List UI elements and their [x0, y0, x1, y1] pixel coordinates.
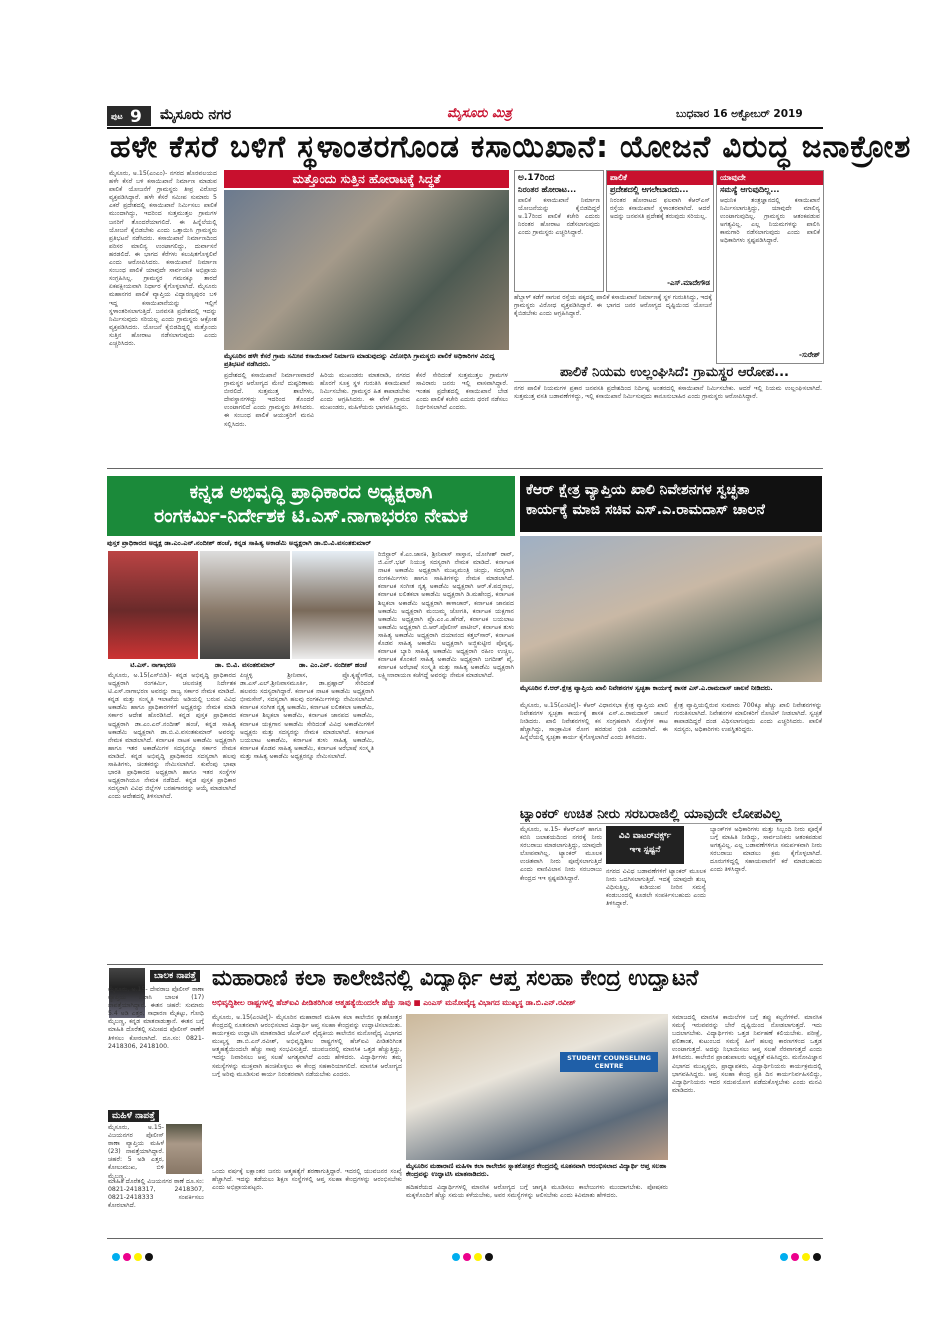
tanker-rule: [520, 823, 822, 824]
registration-marks-center: [452, 1246, 496, 1265]
lead-photo-tag: ಮತ್ತೊಂದು ಸುತ್ತಿನ ಹೋರಾಟಕ್ಕೆ ಸಿದ್ಧತೆ: [224, 170, 509, 188]
tanker-body-col3: ಬ್ಯಾಂಕ್‌ಗಳ ಅಧಿಕಾರಿಗಳು ಮತ್ತು ಸಿಬ್ಬಂದಿ ನೀರು ಪೂರೈಕೆ ಬಗ್ಗೆ ಮಾಹಿತಿ ನೀಡಿದ್ದು, ಸಾರ್ವಜನಿಕರು ಆತಂಕಪಡುವ ಅಗತ್ಯವಿಲ್ಲ. ಎಲ್ಲ ಬಡಾವಣೆಗಳಿಗೂ ಸಮರ್ಪಕವಾಗಿ ನೀರು ಸರಬರಾಜು ಮಾಡಲು ಕ್ರಮ ಕೈಗೊಳ್ಳಲಾಗಿದೆ. ದೂರುಗಳಿದ್ದಲ್ಲಿ ಸಹಾಯವಾಣಿಗೆ ಕರೆ ಮಾಡಬಹುದು ಎಂದು ತಿಳಿಸಿದ್ದಾರೆ.: [710, 826, 822, 874]
kere-headline-line1: ಕೆಆರ್ ಕ್ಷೇತ್ರ ವ್ಯಾಪ್ತಿಯ ಖಾಲಿ ನಿವೇಶನಗಳ ಸ್ವಚ್ಛತಾ: [526, 482, 750, 498]
sidebar-box-3: [716, 170, 824, 364]
sidebar-sig-1: -ಎಸ್.ಮಾದೇಗೌಡ: [667, 279, 710, 287]
kannada-headline-line1: ಕನ್ನಡ ಅಭಿವೃದ್ಧಿ ಪ್ರಾಧಿಕಾರದ ಅಧ್ಯಕ್ಷರಾಗಿ: [189, 481, 433, 503]
footer-rule: [107, 1238, 823, 1239]
maharani-sub: ಅಭಿವೃದ್ಧಿಶೀಲ ರಾಷ್ಟ್ರಗಳಲ್ಲಿ ಹೆಚ್‌ಐವಿ ಪೀಡಿತರಿಗಿಂತ ಆತ್ಮಹತ್ಯೆಯಿಂದಲೇ ಹೆಚ್ಚು ಸಾವು ■ ಎಂಎಸ್ ಮನೋವೈದ್ಯ ವಿಭಾಗದ ಮುಖ್ಯಸ್ಥ ಡಾ.ಬಿ.ಎನ್.ರವೀಶ್: [212, 998, 576, 1007]
sidebar-box-2: [606, 170, 714, 292]
reg-mark-yellow: [802, 1253, 810, 1261]
palike-headline: ಪಾಲಿಕೆ ನಿಯಮ ಉಲ್ಲಂಘಿಸಿದೆ: ಗ್ರಾಮಸ್ಥರ ಆರೋಪ...: [560, 365, 789, 380]
lead-headline: ಹಳೇ ಕೆಸರೆ ಬಳಿಗೆ ಸ್ಥಳಾಂತರಗೊಂಡ ಕಸಾಯಿಖಾನೆ: ಯೋಜನೆ ವಿರುದ್ಧ ಜನಾಕ್ರೋಶ: [110, 129, 912, 165]
sidebar-box-1-text: ಪಾಲಿಕೆ ಕಸಾಯಿಖಾನೆ ನಿರ್ಮಾಣ ಯೋಜನೆಯನ್ನು ಕೈಬಿಡದಿದ್ದರೆ ಅ.17ರಿಂದ ಪಾಲಿಕೆ ಕಚೇರಿ ಎದುರು ನಿರಂತರ ಹೋರಾಟ ನಡೆಸಲಾಗುವುದು ಎಂದು ಗ್ರಾಮಸ್ಥರು ಎಚ್ಚರಿಸಿದ್ದಾರೆ.: [518, 197, 600, 237]
reg-mark-magenta: [791, 1253, 799, 1261]
kere-photo: [520, 536, 822, 682]
kannada-body-col1: ಮೈಸೂರು, ಅ.15(ಎಸ್‌ಬಿಡಿ)- ಕನ್ನಡ ಅಭಿವೃದ್ಧಿ ಪ್ರಾಧಿಕಾರದ ಅಧ್ಯಕ್ಷರಾಗಿ ರಂಗಕರ್ಮಿ, ಚಲನಚಿತ್ರ ನಿರ್ದೇಶಕ ಟಿ.ಎಸ್.ನಾಗಾಭರಣ ಅವರನ್ನು ರಾಜ್ಯ ಸರ್ಕಾರ ನೇಮಕ ಮಾಡಿದೆ. ಕನ್ನಡ ಮತ್ತು ಸಂಸ್ಕೃತಿ ಇಲಾಖೆಯ ಅಡಿಯಲ್ಲಿ ಬರುವ ವಿವಿಧ ಅಕಾಡೆಮಿ ಹಾಗೂ ಪ್ರಾಧಿಕಾರಗಳಿಗೆ ಅಧ್ಯಕ್ಷರನ್ನು ನೇಮಕ ಮಾಡಿ ಸರ್ಕಾರ ಆದೇಶ ಹೊರಡಿಸಿದೆ. ಕನ್ನಡ ಪುಸ್ತಕ ಪ್ರಾಧಿಕಾರದ ಅಧ್ಯಕ್ಷರಾಗಿ ಡಾ.ಎಂ.ಎನ್.ನಂದೀಶ್ ಹಂಚೆ, ಕನ್ನಡ ಸಾಹಿತ್ಯ ಅಕಾಡೆಮಿ ಅಧ್ಯಕ್ಷರಾಗಿ ಡಾ.ಬಿ.ವಿ.ವಸಂತಕುಮಾರ್ ಅವರನ್ನು ನೇಮಕ ಮಾಡಲಾಗಿದೆ. ಕರ್ನಾಟಕ ನಾಟಕ ಅಕಾಡೆಮಿ ಅಧ್ಯಕ್ಷರಾಗಿ ಹಾಗೂ ಇತರ ಅಕಾಡೆಮಿಗಳ ಸದಸ್ಯರನ್ನೂ ಸರ್ಕಾರ ನೇಮಕ ಮಾಡಿದೆ. ಕನ್ನಡ ಅಭಿವೃದ್ಧಿ ಪ್ರಾಧಿಕಾರದ ಸದಸ್ಯರಾಗಿ ಹಲವು ಸಾಹಿತಿಗಳು, ಚಿಂತಕರನ್ನು ನೇಮಿಸಲಾಗಿದೆ. ಕುವೆಂಪು ಭಾಷಾ ಭಾರತಿ ಪ್ರಾಧಿಕಾರದ ಅಧ್ಯಕ್ಷರಾಗಿ ಹಾಗೂ ಇತರ ಸಂಸ್ಥೆಗಳ ಅಧ್ಯಕ್ಷರಾಗಿಯೂ ನೇಮಕ ನಡೆದಿದೆ. ಕನ್ನಡ ಪುಸ್ತಕ ಪ್ರಾಧಿಕಾರ ಸದಸ್ಯರಾಗಿ ವಿವಿಧ ಜಿಲ್ಲೆಗಳ ಬರಹಗಾರರನ್ನು ಆಯ್ಕೆ ಮಾಡಲಾಗಿದೆ ಎಂದು ಆದೇಶದಲ್ಲಿ ತಿಳಿಸಲಾಗಿದೆ.: [108, 672, 236, 801]
lead-photo-caption: ಮೈಸೂರಿನ ಹಳೇ ಕೆಸರೆ ಗ್ರಾಮ ಸಮೀಪ ಕಸಾಯಿಖಾನೆ ನಿರ್ಮಾಣ ಮಾಡುವುದನ್ನು ವಿರೋಧಿಸಿ ಗ್ರಾಮಸ್ಥರು ಪಾಲಿಕೆ ಅಧಿಕಾರಿಗಳ ವಿರುದ್ಧ ಪ್ರತಿಭಟನೆ ನಡೆಸಿದರು.: [224, 352, 495, 368]
maharani-headline: ಮಹಾರಾಣಿ ಕಲಾ ಕಾಲೇಜಿನಲ್ಲಿ ವಿದ್ಯಾರ್ಥಿ ಆಪ್ತ ಸಲಹಾ ಕೇಂದ್ರ ಉದ್ಘಾಟನೆ: [212, 966, 699, 991]
maharani-body-col4: ಹದಿಹರೆಯದ ವಿದ್ಯಾರ್ಥಿಗಳಲ್ಲಿ ಮಾನಸಿಕ ಆರೋಗ್ಯದ ಬಗ್ಗೆ ಜಾಗೃತಿ ಮೂಡಿಸಲು ಕಾಲೇಜುಗಳು ಮುಂದಾಗಬೇಕು. ಪೋಷಕರು ಮಕ್ಕಳೊಂದಿಗೆ ಹೆಚ್ಚು ಸಮಯ ಕಳೆಯಬೇಕು, ಅವರ ಸಮಸ್ಯೆಗಳನ್ನು ಆಲಿಸಬೇಕು ಎಂದು ಕಿವಿಮಾತು ಹೇಳಿದರು.: [406, 1184, 668, 1200]
balaka-title: ಬಾಲಕ ನಾಪತ್ತೆ: [150, 970, 200, 982]
registration-marks-right: [780, 1246, 824, 1265]
sidebar-sig-2: -ಸುರೇಶ್: [799, 351, 820, 359]
sidebar-box-2-sub: ಪ್ರದೇಶದಲ್ಲಿ ಆಗಲೇಬಾರದು...: [610, 185, 689, 194]
kannada-headline-box: [107, 476, 515, 536]
registration-marks-left: [112, 1246, 156, 1265]
maharani-body-col1: ಮೈಸೂರು, ಅ.15(ಎಂಟಿವೈ)- ಮೈಸೂರಿನ ಮಹಾರಾಣಿ ಮಹಿಳಾ ಕಲಾ ಕಾಲೇಜಿನ ಸ್ನಾತಕೋತ್ತರ ಕೇಂದ್ರದಲ್ಲಿ ನೂತನವಾಗಿ ಆರಂಭಿಸಲಾದ ವಿದ್ಯಾರ್ಥಿ ಆಪ್ತ ಸಲಹಾ ಕೇಂದ್ರವನ್ನು ಉದ್ಘಾಟಿಸಲಾಯಿತು. ಕಾರ್ಯಕ್ರಮ ಉದ್ಘಾಟಿಸಿ ಮಾತನಾಡಿದ ಜೆಎಸ್‌ಎಸ್ ವೈದ್ಯಕೀಯ ಕಾಲೇಜಿನ ಮನೋವೈದ್ಯ ವಿಭಾಗದ ಮುಖ್ಯಸ್ಥ ಡಾ.ಬಿ.ಎನ್.ರವೀಶ್, ಅಭಿವೃದ್ಧಿಶೀಲ ರಾಷ್ಟ್ರಗಳಲ್ಲಿ ಹೆಚ್‌ಐವಿ ಪೀಡಿತರಿಗಿಂತ ಆತ್ಮಹತ್ಯೆಯಿಂದಲೇ ಹೆಚ್ಚು ಸಾವು ಸಂಭವಿಸುತ್ತಿದೆ. ಯುವಜನರಲ್ಲಿ ಮಾನಸಿಕ ಒತ್ತಡ ಹೆಚ್ಚುತ್ತಿದ್ದು, ಇದನ್ನು ನಿವಾರಿಸಲು ಆಪ್ತ ಸಲಹೆ ಅಗತ್ಯವಾಗಿದೆ ಎಂದು ಹೇಳಿದರು. ವಿದ್ಯಾರ್ಥಿಗಳು ತಮ್ಮ ಸಮಸ್ಯೆಗಳನ್ನು ಮುಕ್ತವಾಗಿ ಹಂಚಿಕೊಳ್ಳಲು ಈ ಕೇಂದ್ರ ಸಹಕಾರಿಯಾಗಲಿದೆ. ಮಾನಸಿಕ ಆರೋಗ್ಯದ ಬಗ್ಗೆ ಅರಿವು ಮೂಡಿಸುವ ಕಾರ್ಯ ನಿರಂತರವಾಗಿ ನಡೆಯಬೇಕು ಎಂದರು.: [212, 1014, 402, 1078]
caption-vasanthkumar: ಡಾ. ಬಿ.ವಿ. ವಸಂತಕುಮಾರ್: [215, 661, 275, 669]
reg-mark-magenta: [123, 1253, 131, 1261]
reg-mark-yellow: [474, 1253, 482, 1261]
maharani-caption: ಮೈಸೂರಿನ ಮಹಾರಾಣಿ ಮಹಿಳಾ ಕಲಾ ಕಾಲೇಜಿನ ಸ್ನಾತಕೋತ್ತರ ಕೇಂದ್ರದಲ್ಲಿ ನೂತನವಾಗಿ ಆರಂಭಿಸಲಾದ ವಿದ್ಯಾರ್ಥಿ ಆಪ್ತ ಸಲಹಾ ಕೇಂದ್ರವನ್ನು ಉದ್ಘಾಟಿಸಿ ಮಾತನಾಡಿದರು.: [406, 1162, 667, 1178]
kere-body-col2: ಕ್ಷೇತ್ರ ವ್ಯಾಪ್ತಿಯಲ್ಲಿರುವ ಸುಮಾರು 700ಕ್ಕೂ ಹೆಚ್ಚು ಖಾಲಿ ನಿವೇಶನಗಳನ್ನು ಗುರುತಿಸಲಾಗಿದೆ. ನಿವೇಶನಗಳ ಮಾಲೀಕರಿಗೆ ನೋಟಿಸ್ ನೀಡಲಾಗಿದೆ. ಸ್ವಚ್ಛತೆ ಕಾಪಾಡದಿದ್ದರೆ ದಂಡ ವಿಧಿಸಲಾಗುವುದು ಎಂದು ಎಚ್ಚರಿಸಿದರು. ಪಾಲಿಕೆ ಸದಸ್ಯರು, ಅಧಿಕಾರಿಗಳು ಉಪಸ್ಥಿತರಿದ್ದರು.: [674, 702, 822, 734]
issue-date: ಬುಧವಾರ 16 ಅಕ್ಟೋಬರ್ 2019: [676, 108, 803, 120]
lead-body-col3: ಹಿರಿಯ ಮುಖಂಡರು ಮಾತನಾಡಿ, ನಗರದ ಹೊರಗೆ ಸೂಕ್ತ ಸ್ಥಳ ಗುರುತಿಸಿ ಕಸಾಯಿಖಾನೆ ನಿರ್ಮಿಸಬೇಕು. ಗ್ರಾಮಸ್ಥರ ಹಿತ ಕಾಪಾಡಬೇಕು ಎಂದು ಆಗ್ರಹಿಸಿದರು. ಈ ವೇಳೆ ಗ್ರಾಮದ ಮುಖಂಡರು, ಮಹಿಳೆಯರು ಭಾಗವಹಿಸಿದ್ದರು.: [320, 372, 410, 412]
kannada-body-col2: ಪಿಚ್ಚಳ್ಳಿ ಶ್ರೀನಿವಾಸ, ಪ್ರೊ.ಕೃಷ್ಣೇಗೌಡ, ಡಾ.ಎಸ್.ಎಲ್.ಶ್ರೀನಿವಾಸಮೂರ್ತಿ, ಡಾ.ಪ್ರಹ್ಲಾದ್ ಸೇರಿದಂತೆ ಹಲವರು ಸದಸ್ಯರಾಗಿದ್ದಾರೆ. ಕರ್ನಾಟಕ ನಾಟಕ ಅಕಾಡೆಮಿ ಅಧ್ಯಕ್ಷರಾಗಿ ಭೀಮಸೇನ್, ಸದಸ್ಯರಾಗಿ ಹಲವು ರಂಗಕರ್ಮಿಗಳನ್ನು ನೇಮಿಸಲಾಗಿದೆ. ಕರ್ನಾಟಕ ಸಂಗೀತ ನೃತ್ಯ ಅಕಾಡೆಮಿ, ಕರ್ನಾಟಕ ಲಲಿತಕಲಾ ಅಕಾಡೆಮಿ, ಕರ್ನಾಟಕ ಶಿಲ್ಪಕಲಾ ಅಕಾಡೆಮಿ, ಕರ್ನಾಟಕ ಜಾನಪದ ಅಕಾಡೆಮಿ, ಕರ್ನಾಟಕ ಯಕ್ಷಗಾನ ಅಕಾಡೆಮಿ ಸೇರಿದಂತೆ ವಿವಿಧ ಅಕಾಡೆಮಿಗಳಿಗೆ ಅಧ್ಯಕ್ಷರು ಮತ್ತು ಸದಸ್ಯರನ್ನು ನೇಮಕ ಮಾಡಲಾಗಿದೆ. ಕರ್ನಾಟಕ ಬಯಲಾಟ ಅಕಾಡೆಮಿ, ಕರ್ನಾಟಕ ತುಳು ಸಾಹಿತ್ಯ ಅಕಾಡೆಮಿ, ಕರ್ನಾಟಕ ಕೊಡವ ಸಾಹಿತ್ಯ ಅಕಾಡೆಮಿ, ಕರ್ನಾಟಕ ಅರೆಭಾಷೆ ಸಂಸ್ಕೃತಿ ಮತ್ತು ಸಾಹಿತ್ಯ ಅಕಾಡೆಮಿ ಅಧ್ಯಕ್ಷರನ್ನೂ ನೇಮಿಸಲಾಗಿದೆ.: [240, 672, 374, 760]
section-name: ಮೈಸೂರು ನಗರ: [160, 107, 232, 123]
kannada-subhead: ಪುಸ್ತಕ ಪ್ರಾಧಿಕಾರದ ಅಧ್ಯಕ್ಷ ಡಾ.ಎಂ.ಎನ್.ನಂದೀಶ್ ಹಂಚೆ, ಕನ್ನಡ ಸಾಹಿತ್ಯ ಅಕಾಡೆಮಿ ಅಧ್ಯಕ್ಷರಾಗಿ ಡಾ.ಬಿ.ವಿ.ವಸಂತಕುಮಾರ್: [107, 539, 372, 547]
kannada-body-col3: ರಿಜಿಸ್ಟ್ರಾರ್ ಕೆ.ಎಂ.ಜಾನಕಿ, ಶ್ರೀನಿವಾಸ್ ಸಾಸ್ತಾನ, ಯೋಗೀಶ್ ರಾವ್, ಜಿ.ಎನ್.ಭಟ್ ನಿಯುಕ್ತ ಸದಸ್ಯರಾಗಿ ನೇಮಕ ಮಾಡಿದೆ. ಕರ್ನಾಟಕ ನಾಟಕ ಅಕಾಡೆಮಿ ಅಧ್ಯಕ್ಷರಾಗಿ ಮುಖ್ಯಮಂತ್ರಿ ಚಂದ್ರು, ಸದಸ್ಯರಾಗಿ ರಂಗಕರ್ಮಿಗಳು ಹಾಗೂ ಸಾಹಿತಿಗಳನ್ನು ನೇಮಕ ಮಾಡಲಾಗಿದೆ. ಕರ್ನಾಟಕ ಸಂಗೀತ ನೃತ್ಯ ಅಕಾಡೆಮಿ ಅಧ್ಯಕ್ಷರಾಗಿ ಆರ್.ಕೆ.ಪದ್ಮನಾಭ, ಕರ್ನಾಟಕ ಲಲಿತಕಲಾ ಅಕಾಡೆಮಿ ಅಧ್ಯಕ್ಷರಾಗಿ ಡಿ.ಮಹೇಂದ್ರ, ಕರ್ನಾಟಕ ಶಿಲ್ಪಕಲಾ ಅಕಾಡೆಮಿ ಅಧ್ಯಕ್ಷರಾಗಿ ಕಾಳಾಚಾರ್, ಕರ್ನಾಟಕ ಜಾನಪದ ಅಕಾಡೆಮಿ ಅಧ್ಯಕ್ಷರಾಗಿ ಮಂಜಮ್ಮ ಜೋಗತಿ, ಕರ್ನಾಟಕ ಯಕ್ಷಗಾನ ಅಕಾಡೆಮಿ ಅಧ್ಯಕ್ಷರಾಗಿ ಪ್ರೊ.ಎಂ.ಎ.ಹೆಗಡೆ, ಕರ್ನಾಟಕ ಬಯಲಾಟ ಅಕಾಡೆಮಿ ಅಧ್ಯಕ್ಷರಾಗಿ ಬಿ.ಆರ್.ಪೊಲೀಸ್ ಪಾಟೀಲ್, ಕರ್ನಾಟಕ ತುಳು ಸಾಹಿತ್ಯ ಅಕಾಡೆಮಿ ಅಧ್ಯಕ್ಷರಾಗಿ ದಯಾನಂದ ಕತ್ತಲ್‌ಸಾರ್, ಕರ್ನಾಟಕ ಕೊಡವ ಸಾಹಿತ್ಯ ಅಕಾಡೆಮಿ ಅಧ್ಯಕ್ಷರಾಗಿ ಅಜ್ಜಿಕುಟ್ಟೀರ ಪೊನ್ನಪ್ಪ, ಕರ್ನಾಟಕ ಬ್ಯಾರಿ ಸಾಹಿತ್ಯ ಅಕಾಡೆಮಿ ಅಧ್ಯಕ್ಷರಾಗಿ ರಹೀಂ ಉಚ್ಚಿಲ, ಕರ್ನಾಟಕ ಕೊಂಕಣಿ ಸಾಹಿತ್ಯ ಅಕಾಡೆಮಿ ಅಧ್ಯಕ್ಷರಾಗಿ ಜಗದೀಶ್ ಪೈ, ಕರ್ನಾಟಕ ಅರೆಭಾಷೆ ಸಂಸ್ಕೃತಿ ಮತ್ತು ಸಾಹಿತ್ಯ ಅಕಾಡೆಮಿ ಅಧ್ಯಕ್ಷರಾಗಿ ಲಕ್ಷ್ಮೀನಾರಾಯಣ ಕಜೆಗದ್ದೆ ಅವರನ್ನು ನೇಮಕ ಮಾಡಲಾಗಿದೆ.: [378, 551, 514, 680]
caption-nandeesh: ಡಾ. ಎಂ.ಎನ್. ನಂದೀಶ್ ಹಂಚೆ: [299, 661, 367, 669]
mahile-title: ಮಹಿಳೆ ನಾಪತ್ತೆ: [108, 1110, 159, 1122]
balaka-body: ಮೈಸೂರು, ಅ.15- ದೇವರಾಜ ಪೊಲೀಸ್ ಠಾಣಾ ವ್ಯಾಪ್ತಿಯ ನಿವಾಸಿ ಬಾಲಕ (17) ನಾಪತ್ತೆಯಾಗಿದ್ದಾನೆ. ಈತನ ಚಹರೆ: ಸುಮಾರು 5.4 ಅಡಿ ಎತ್ತರ, ಸಾಧಾರಣ ಮೈಕಟ್ಟು, ಗೋಧಿ ಮೈಬಣ್ಣ, ಕನ್ನಡ ಮಾತನಾಡುತ್ತಾನೆ. ಈತನ ಬಗ್ಗೆ ಮಾಹಿತಿ ದೊರೆತಲ್ಲಿ ಸಮೀಪದ ಪೊಲೀಸ್ ಠಾಣೆಗೆ ತಿಳಿಸಲು ಕೋರಲಾಗಿದೆ. ದೂ.ಸಂ: 0821-2418306, 2418100.: [108, 986, 204, 1050]
kere-caption: ಮೈಸೂರಿನ ಕೆ.ಆರ್.ಕ್ಷೇತ್ರ ವ್ಯಾಪ್ತಿಯ ಖಾಲಿ ನಿವೇಶನಗಳ ಸ್ವಚ್ಛತಾ ಕಾರ್ಯಕ್ಕೆ ಶಾಸಕ ಎಸ್.ಎ.ರಾಮದಾಸ್ ಚಾಲನೆ ನೀಡಿದರು.: [520, 684, 773, 692]
page-label: ಪುಟ: [111, 112, 123, 121]
photo-vasanthkumar: [200, 551, 290, 659]
page-number: 9: [130, 107, 142, 127]
photo-missing-woman: [166, 1124, 202, 1174]
sidebar-lower-text: ಹೆಬ್ಬಾಳ್ ಕಡೆಗೆ ಸಾಗುವ ರಸ್ತೆಯ ಪಕ್ಕದಲ್ಲಿ ಪಾಲಿಕೆ ಕಸಾಯಿಖಾನೆ ನಿರ್ಮಾಣಕ್ಕೆ ಸ್ಥಳ ಗುರುತಿಸಿದ್ದು, ಇದಕ್ಕೆ ಗ್ರಾಮಸ್ಥರು ವಿರೋಧ ವ್ಯಕ್ತಪಡಿಸಿದ್ದಾರೆ. ಈ ಭಾಗದ ಜನರ ಆರೋಗ್ಯದ ದೃಷ್ಟಿಯಿಂದ ಯೋಜನೆ ಕೈಬಿಡಬೇಕು ಎಂದು ಆಗ್ರಹಿಸಿದ್ದಾರೆ.: [514, 294, 712, 318]
tanker-body-col2: ನಗರದ ವಿವಿಧ ಬಡಾವಣೆಗಳಿಗೆ ಟ್ಯಾಂಕರ್ ಮೂಲಕ ನೀರು ಒದಗಿಸಲಾಗುತ್ತಿದೆ. ಇದಕ್ಕೆ ಯಾವುದೇ ಶುಲ್ಕ ವಿಧಿಸುತ್ತಿಲ್ಲ. ಕುಡಿಯುವ ನೀರಿನ ಸಮಸ್ಯೆ ಕಂಡುಬಂದಲ್ಲಿ ಕೂಡಲೇ ಸಂಪರ್ಕಿಸಬಹುದು ಎಂದು ತಿಳಿಸಿದ್ದಾರೆ.: [606, 868, 706, 908]
reg-mark-black: [485, 1253, 493, 1261]
lead-body-col2: ಪ್ರದೇಶದಲ್ಲಿ ಕಸಾಯಿಖಾನೆ ನಿರ್ಮಾಣವಾದರೆ ಗ್ರಾಮಸ್ಥರ ಆರೋಗ್ಯದ ಮೇಲೆ ದುಷ್ಪರಿಣಾಮ ಬೀರಲಿದೆ. ಸುತ್ತಮುತ್ತ ಶಾಲೆಗಳು, ದೇವಸ್ಥಾನಗಳಿದ್ದು ಇದರಿಂದ ತೊಂದರೆ ಉಂಟಾಗಲಿದೆ ಎಂದು ಗ್ರಾಮಸ್ಥರು ತಿಳಿಸಿದರು. ಈ ಸಂಬಂಧ ಪಾಲಿಕೆ ಆಯುಕ್ತರಿಗೆ ಮನವಿ ಸಲ್ಲಿಸಿದರು.: [224, 372, 314, 428]
mahile-body-2: ಮಾಹಿತಿ ದೊರೆತಲ್ಲಿ ವಿಜಯನಗರ ಠಾಣೆ ದೂ.ಸಂ: 0821-2418317, 2418307, 0821-2418333 ಸಂಪರ್ಕಿಸಲು ಕೋರಲಾಗಿದೆ.: [108, 1178, 204, 1210]
maharani-body-col3: ಒಂದು ವರ್ಷಕ್ಕೆ ಲಕ್ಷಾಂತರ ಜನರು ಆತ್ಮಹತ್ಯೆಗೆ ಶರಣಾಗುತ್ತಿದ್ದಾರೆ. ಇದರಲ್ಲಿ ಯುವಜನರ ಸಂಖ್ಯೆ ಹೆಚ್ಚಾಗಿದೆ. ಇದನ್ನು ತಡೆಯಲು ಶಿಕ್ಷಣ ಸಂಸ್ಥೆಗಳಲ್ಲಿ ಆಪ್ತ ಸಲಹಾ ಕೇಂದ್ರಗಳನ್ನು ಆರಂಭಿಸಬೇಕು ಎಂದು ಅಭಿಪ್ರಾಯಪಟ್ಟರು.: [212, 1168, 402, 1192]
maharani-banner: STUDENT COUNSELING CENTRE: [560, 1052, 658, 1072]
tanker-headline: ಟ್ಯಾಂಕರ್ ಉಚಿತ ನೀರು ಸರಬರಾಜಿಲ್ಲಿ ಯಾವುದೇ ಲೋಪವಿಲ್ಲ: [520, 806, 782, 822]
paper-logo: ಮೈಸೂರು ಮಿತ್ರ: [447, 106, 512, 121]
reg-mark-magenta: [463, 1253, 471, 1261]
mahile-body: ಮೈಸೂರು, ಅ.15- ವಿಜಯನಗರ ಪೊಲೀಸ್ ಠಾಣಾ ವ್ಯಾಪ್ತಿಯ ಮಹಿಳೆ (23) ನಾಪತ್ತೆಯಾಗಿದ್ದಾರೆ. ಚಹರೆ: 5 ಅಡಿ ಎತ್ತರ, ಕೋಲುಮುಖ, ಬಿಳಿ ಮೈಬಣ್ಣ.: [108, 1124, 164, 1180]
sidebar-box-2-text: ನಿರಂತರ ಹೋರಾಟದ ಫಲವಾಗಿ ಕೆಆರ್‌ಎಸ್ ರಸ್ತೆಯ ಕಸಾಯಿಖಾನೆ ಸ್ಥಳಾಂತರವಾಗಿದೆ. ಆದರೆ ಅದನ್ನು ಜನವಸತಿ ಪ್ರದೇಶಕ್ಕೆ ತರುವುದು ಸರಿಯಲ್ಲ.: [610, 197, 710, 221]
sidebar-box-2-title: ಪಾಲಿಕೆ: [607, 171, 713, 185]
reg-mark-black: [145, 1253, 153, 1261]
caption-nagabharana: ಟಿ.ಎಸ್. ನಾಗಾಭರಣ: [130, 661, 176, 669]
reg-mark-cyan: [452, 1253, 460, 1261]
sidebar-box-1-sub: ನಿರಂತರ ಹೋರಾಟ...: [518, 185, 577, 194]
sidebar-box-1-title: ಅ.17ರಿಂದ: [518, 173, 555, 183]
palike-body: ನಗರ ಪಾಲಿಕೆ ನಿಯಮಗಳ ಪ್ರಕಾರ ಜನವಸತಿ ಪ್ರದೇಶದಿಂದ ನಿರ್ದಿಷ್ಟ ಅಂತರದಲ್ಲಿ ಕಸಾಯಿಖಾನೆ ನಿರ್ಮಿಸಬೇಕು. ಆದರೆ ಇಲ್ಲಿ ನಿಯಮ ಉಲ್ಲಂಘಿಸಲಾಗಿದೆ. ಸುತ್ತಮುತ್ತ ವಸತಿ ಬಡಾವಣೆಗಳಿದ್ದು, ಇಲ್ಲಿ ಕಸಾಯಿಖಾನೆ ನಿರ್ಮಿಸುವುದು ಕಾನೂನುಬಾಹಿರ ಎಂದು ಗ್ರಾಮಸ್ಥರು ಆರೋಪಿಸಿದ್ದಾರೆ.: [514, 385, 822, 401]
tanker-tag-box: [606, 826, 684, 864]
reg-mark-cyan: [112, 1253, 120, 1261]
reg-mark-cyan: [780, 1253, 788, 1261]
lead-body-col1: ಮೈಸೂರು, ಅ.15(ಎಂಎಂ)- ನಗರದ ಹೊರವಲಯದ ಹಳೇ ಕೆಸರೆ ಬಳಿ ಕಸಾಯಿಖಾನೆ ನಿರ್ಮಾಣ ಮಾಡುವ ಪಾಲಿಕೆ ಯೋಜನೆಗೆ ಗ್ರಾಮಸ್ಥರು ತೀವ್ರ ವಿರೋಧ ವ್ಯಕ್ತಪಡಿಸಿದ್ದಾರೆ. ಹಳೇ ಕೆಸರೆ ಸಮೀಪ ಸುಮಾರು 5 ಎಕರೆ ಪ್ರದೇಶದಲ್ಲಿ ಕಸಾಯಿಖಾನೆ ನಿರ್ಮಿಸಲು ಪಾಲಿಕೆ ಮುಂದಾಗಿದ್ದು, ಇದರಿಂದ ಸುತ್ತಮುತ್ತಲ ಗ್ರಾಮಗಳ ಜನರಿಗೆ ತೊಂದರೆಯಾಗಲಿದೆ. ಈ ಹಿನ್ನೆಲೆಯಲ್ಲಿ ಯೋಜನೆ ಕೈಬಿಡಬೇಕು ಎಂದು ಒತ್ತಾಯಿಸಿ ಗ್ರಾಮಸ್ಥರು ಪ್ರತಿಭಟನೆ ನಡೆಸಿದರು. ಕಸಾಯಿಖಾನೆ ನಿರ್ಮಾಣದಿಂದ ಪರಿಸರ ಮಾಲಿನ್ಯ ಉಂಟಾಗಲಿದ್ದು, ದುರ್ವಾಸನೆ ಹರಡಲಿದೆ. ಈ ಭಾಗದ ಕೆರೆಗಳು ಕಲುಷಿತಗೊಳ್ಳಲಿವೆ ಎಂದು ಆರೋಪಿಸಿದರು. ಕಸಾಯಿಖಾನೆ ನಿರ್ಮಾಣ ಸಂಬಂಧ ಪಾಲಿಕೆ ಯಾವುದೇ ಸಾರ್ವಜನಿಕ ಅಭಿಪ್ರಾಯ ಸಂಗ್ರಹಿಸಿಲ್ಲ. ಗ್ರಾಮಸ್ಥರ ಗಮನಕ್ಕೂ ತಾರದೆ ಏಕಪಕ್ಷೀಯವಾಗಿ ನಿರ್ಧಾರ ಕೈಗೊಳ್ಳಲಾಗಿದೆ. ಮೈಸೂರು ಮಹಾನಗರ ಪಾಲಿಕೆ ವ್ಯಾಪ್ತಿಯ ವಿದ್ಯಾರಣ್ಯಪುರಂ ಬಳಿ ಇದ್ದ ಕಸಾಯಿಖಾನೆಯನ್ನು ಇಲ್ಲಿಗೆ ಸ್ಥಳಾಂತರಿಸಲಾಗುತ್ತಿದೆ. ಜನವಸತಿ ಪ್ರದೇಶದಲ್ಲಿ ಇದನ್ನು ನಿರ್ಮಿಸುವುದು ಸರಿಯಲ್ಲ ಎಂದು ಗ್ರಾಮಸ್ಥರು ಆಕ್ರೋಶ ವ್ಯಕ್ತಪಡಿಸಿದರು. ಯೋಜನೆ ಕೈಬಿಡದಿದ್ದಲ್ಲಿ ಮತ್ತೊಂದು ಸುತ್ತಿನ ಹೋರಾಟ ನಡೆಸಲಾಗುವುದು ಎಂದು ಎಚ್ಚರಿಸಿದರು.: [109, 170, 217, 347]
maharani-body-col2: ಸಮಾಜದಲ್ಲಿ ಮಾನಸಿಕ ಕಾಯಿಲೆಗಳ ಬಗ್ಗೆ ತಪ್ಪು ಕಲ್ಪನೆಗಳಿವೆ. ಮಾನಸಿಕ ಸಮಸ್ಯೆ ಇರುವವರನ್ನು ಬೇರೆ ದೃಷ್ಟಿಯಿಂದ ನೋಡಲಾಗುತ್ತದೆ. ಇದು ಬದಲಾಗಬೇಕು. ವಿದ್ಯಾರ್ಥಿಗಳು ಒತ್ತಡ ನಿರ್ವಹಣೆ ಕಲಿಯಬೇಕು. ಪರೀಕ್ಷೆ, ಫಲಿತಾಂಶ, ಕುಟುಂಬದ ಸಮಸ್ಯೆ ಹೀಗೆ ಹಲವು ಕಾರಣಗಳಿಂದ ಒತ್ತಡ ಉಂಟಾಗುತ್ತದೆ. ಅದನ್ನು ನಿಭಾಯಿಸಲು ಆಪ್ತ ಸಲಹೆ ನೆರವಾಗುತ್ತದೆ ಎಂದು ತಿಳಿಸಿದರು. ಕಾಲೇಜಿನ ಪ್ರಾಂಶುಪಾಲರು ಅಧ್ಯಕ್ಷತೆ ವಹಿಸಿದ್ದರು. ಮನೋವಿಜ್ಞಾನ ವಿಭಾಗದ ಮುಖ್ಯಸ್ಥರು, ಪ್ರಾಧ್ಯಾಪಕರು, ವಿದ್ಯಾರ್ಥಿನಿಯರು ಕಾರ್ಯಕ್ರಮದಲ್ಲಿ ಭಾಗವಹಿಸಿದ್ದರು. ಆಪ್ತ ಸಲಹಾ ಕೇಂದ್ರ ಪ್ರತಿ ದಿನ ಕಾರ್ಯನಿರ್ವಹಿಸಲಿದ್ದು, ವಿದ್ಯಾರ್ಥಿನಿಯರು ಇದರ ಸದುಪಯೋಗ ಪಡೆದುಕೊಳ್ಳಬೇಕು ಎಂದು ಮನವಿ ಮಾಡಿದರು.: [672, 1014, 822, 1094]
tanker-tag-1: ವಿವಿ ವಾಟರ್‌ವರ್ಕ್ಸ್: [618, 831, 672, 841]
kere-headline-line2: ಕಾರ್ಯಕ್ಕೆ ಮಾಜಿ ಸಚಿವ ಎಸ್.ಎ.ರಾಮದಾಸ್ ಚಾಲನೆ: [526, 502, 765, 518]
sidebar-box-1: [514, 170, 604, 292]
section-rule-2: [107, 964, 823, 965]
sidebar-box-3-title: ಯಾವುದೇ: [717, 171, 823, 185]
sidebar-box-3-sub: ಸಮಸ್ಯೆ ಆಗುವುದಿಲ್ಲ...: [720, 185, 780, 194]
kere-body-col1: ಮೈಸೂರು, ಅ.15(ಎಂಟಿವೈ)- ಕೆಆರ್ ವಿಧಾನಸಭಾ ಕ್ಷೇತ್ರ ವ್ಯಾಪ್ತಿಯ ಖಾಲಿ ನಿವೇಶನಗಳ ಸ್ವಚ್ಛತಾ ಕಾರ್ಯಕ್ಕೆ ಶಾಸಕ ಎಸ್.ಎ.ರಾಮದಾಸ್ ಚಾಲನೆ ನೀಡಿದರು. ಖಾಲಿ ನಿವೇಶನಗಳಲ್ಲಿ ಕಸ ಸಂಗ್ರಹವಾಗಿ ಸೊಳ್ಳೆಗಳ ಕಾಟ ಹೆಚ್ಚಾಗಿದ್ದು, ಸಾಂಕ್ರಾಮಿಕ ರೋಗ ಹರಡುವ ಭೀತಿ ಎದುರಾಗಿದೆ. ಈ ಹಿನ್ನೆಲೆಯಲ್ಲಿ ಸ್ವಚ್ಛತಾ ಕಾರ್ಯ ಕೈಗೊಳ್ಳಲಾಗಿದೆ ಎಂದು ತಿಳಿಸಿದರು.: [520, 702, 668, 742]
lead-photo: [224, 190, 509, 350]
maharani-photo: [406, 1014, 668, 1160]
tanker-body-col1: ಮೈಸೂರು, ಅ.15- ಕೆಆರ್‌ಎಸ್ ಹಾಗೂ ಕಬಿನಿ ಜಲಾಶಯದಿಂದ ನಗರಕ್ಕೆ ನೀರು ಸರಬರಾಜು ಮಾಡಲಾಗುತ್ತಿದ್ದು, ಯಾವುದೇ ಲೋಪವಾಗಿಲ್ಲ. ಟ್ಯಾಂಕರ್ ಮೂಲಕ ಉಚಿತವಾಗಿ ನೀರು ಪೂರೈಸಲಾಗುತ್ತಿದೆ ಎಂದು ವಾಣಿವಿಲಾಸ ನೀರು ಸರಬರಾಜು ಕೇಂದ್ರದ ಇಇ ಸ್ಪಷ್ಟಪಡಿಸಿದ್ದಾರೆ.: [520, 826, 602, 882]
tanker-tag-2: ಇಇ ಸ್ಪಷ್ಟನೆ: [629, 845, 661, 855]
sidebar-box-3-text: ಆಧುನಿಕ ತಂತ್ರಜ್ಞಾನದಲ್ಲಿ ಕಸಾಯಿಖಾನೆ ನಿರ್ಮಿಸಲಾಗುತ್ತಿದ್ದು, ಯಾವುದೇ ಮಾಲಿನ್ಯ ಉಂಟಾಗುವುದಿಲ್ಲ. ಗ್ರಾಮಸ್ಥರು ಆತಂಕಪಡುವ ಅಗತ್ಯವಿಲ್ಲ. ಎಲ್ಲ ನಿಯಮಗಳನ್ನು ಪಾಲಿಸಿ ಕಾಮಗಾರಿ ನಡೆಸಲಾಗುವುದು ಎಂದು ಪಾಲಿಕೆ ಅಧಿಕಾರಿಗಳು ಸ್ಪಷ್ಟಪಡಿಸಿದ್ದಾರೆ.: [720, 197, 820, 245]
photo-nagabharana: [108, 551, 198, 659]
section-rule-1: [107, 468, 823, 469]
palike-rule: [514, 381, 822, 382]
kere-headline-box: [520, 476, 822, 532]
page-number-badge: [107, 106, 151, 126]
kannada-headline-line2: ರಂಗಕರ್ಮಿ-ನಿರ್ದೇಶಕ ಟಿ.ಎಸ್.ನಾಗಾಭರಣ ನೇಮಕ: [154, 505, 468, 527]
photo-nandeesh: [292, 551, 374, 659]
reg-mark-black: [813, 1253, 821, 1261]
lead-body-col4: ಕೆಸರೆ ಸೇರಿದಂತೆ ಸುತ್ತಮುತ್ತಲ ಗ್ರಾಮಗಳ ಸಾವಿರಾರು ಜನರು ಇಲ್ಲಿ ವಾಸವಾಗಿದ್ದಾರೆ. ಇಂತಹ ಪ್ರದೇಶದಲ್ಲಿ ಕಸಾಯಿಖಾನೆ ಬೇಡ ಎಂದು ಪಾಲಿಕೆ ಕಚೇರಿ ಎದುರು ಧರಣಿ ನಡೆಸಲು ನಿರ್ಧರಿಸಲಾಗಿದೆ ಎಂದರು.: [416, 372, 508, 412]
reg-mark-yellow: [134, 1253, 142, 1261]
